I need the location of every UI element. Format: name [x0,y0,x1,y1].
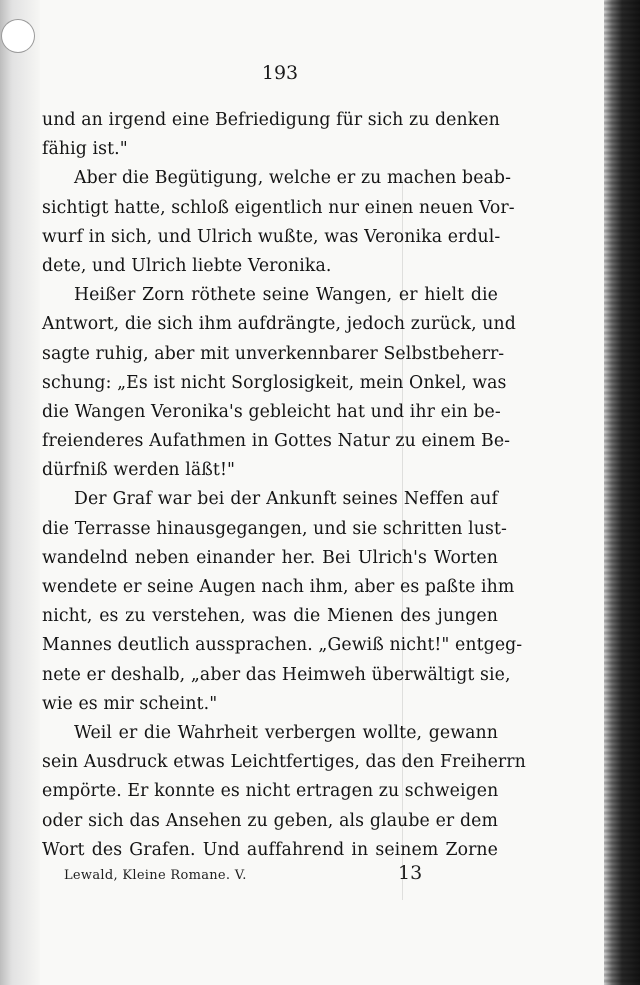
text-line: sagte ruhig, aber mit unverkennbarer Selbstbeherr- [42,343,505,364]
body-text [42,106,526,865]
scan-right-margin [604,0,640,985]
footer-sheet-signature: 13 [398,862,423,884]
text-line: freienderes Aufathmen in Gottes Natur zu einem Be- [42,431,511,452]
footer-book-title: Lewald, Kleine Romane. V. [64,868,247,883]
text-line: Mannes deutlich aussprachen. „Gewiß nicht!" entgeg- [42,635,523,656]
text-line: nicht, es zu verstehen, was die Mienen des jungen [42,606,498,627]
text-line: Weil er die Wahrheit verbergen wollte, gewann [74,722,498,743]
text-line: Antwort, die sich ihm aufdrängte, jedoch zurück, und [42,314,516,335]
text-line: Aber die Begütigung, welche er zu machen beab- [74,168,512,189]
text-line: und an irgend eine Befriedigung für sich zu denken [42,110,500,130]
text-line: wie es mir scheint." [42,693,218,714]
text-line: wurf in sich, und Ulrich wußte, was Veronika erdul- [42,226,501,247]
scan-left-margin [0,0,40,985]
text-line: dürfniß werden läßt!" [42,460,236,481]
binding-hole [2,20,34,52]
text-line: Heißer Zorn röthete seine Wangen, er hielt die [74,285,498,306]
text-line: wendete er seine Augen nach ihm, aber es paßte ihm [42,577,515,597]
text-line: die Wangen Veronika's gebleicht hat und ihr ein be- [42,401,501,422]
text-line: nete er deshalb, „aber das Heimweh überwältigt sie, [42,664,511,685]
text-line: fähig ist." [42,139,128,160]
text-line: oder sich das Ansehen zu geben, als glaube er dem [42,810,498,831]
text-line: Der Graf war bei der Ankunft seines Neffen auf [74,489,498,510]
text-line: sein Ausdruck etwas Leichtfertiges, das den Freiherrn [42,752,526,773]
text-line: die Terrasse hinausgegangen, und sie schritten lust- [42,518,507,539]
text-line: sichtigt hatte, schloß eigentlich nur einen neuen Vor- [42,197,515,218]
text-line: schung: „Es ist nicht Sorglosigkeit, mein Onkel, was [42,372,507,393]
text-line: wandelnd neben einander her. Bei Ulrich's Worten [42,547,498,568]
text-line: empörte. Er konnte es nicht ertragen zu schweigen [42,781,499,802]
text-line: dete, und Ulrich liebte Veronika. [42,255,332,276]
text-line: Wort des Grafen. Und auffahrend in seinem Zorne [42,839,498,860]
page-number: 193 [261,62,299,84]
